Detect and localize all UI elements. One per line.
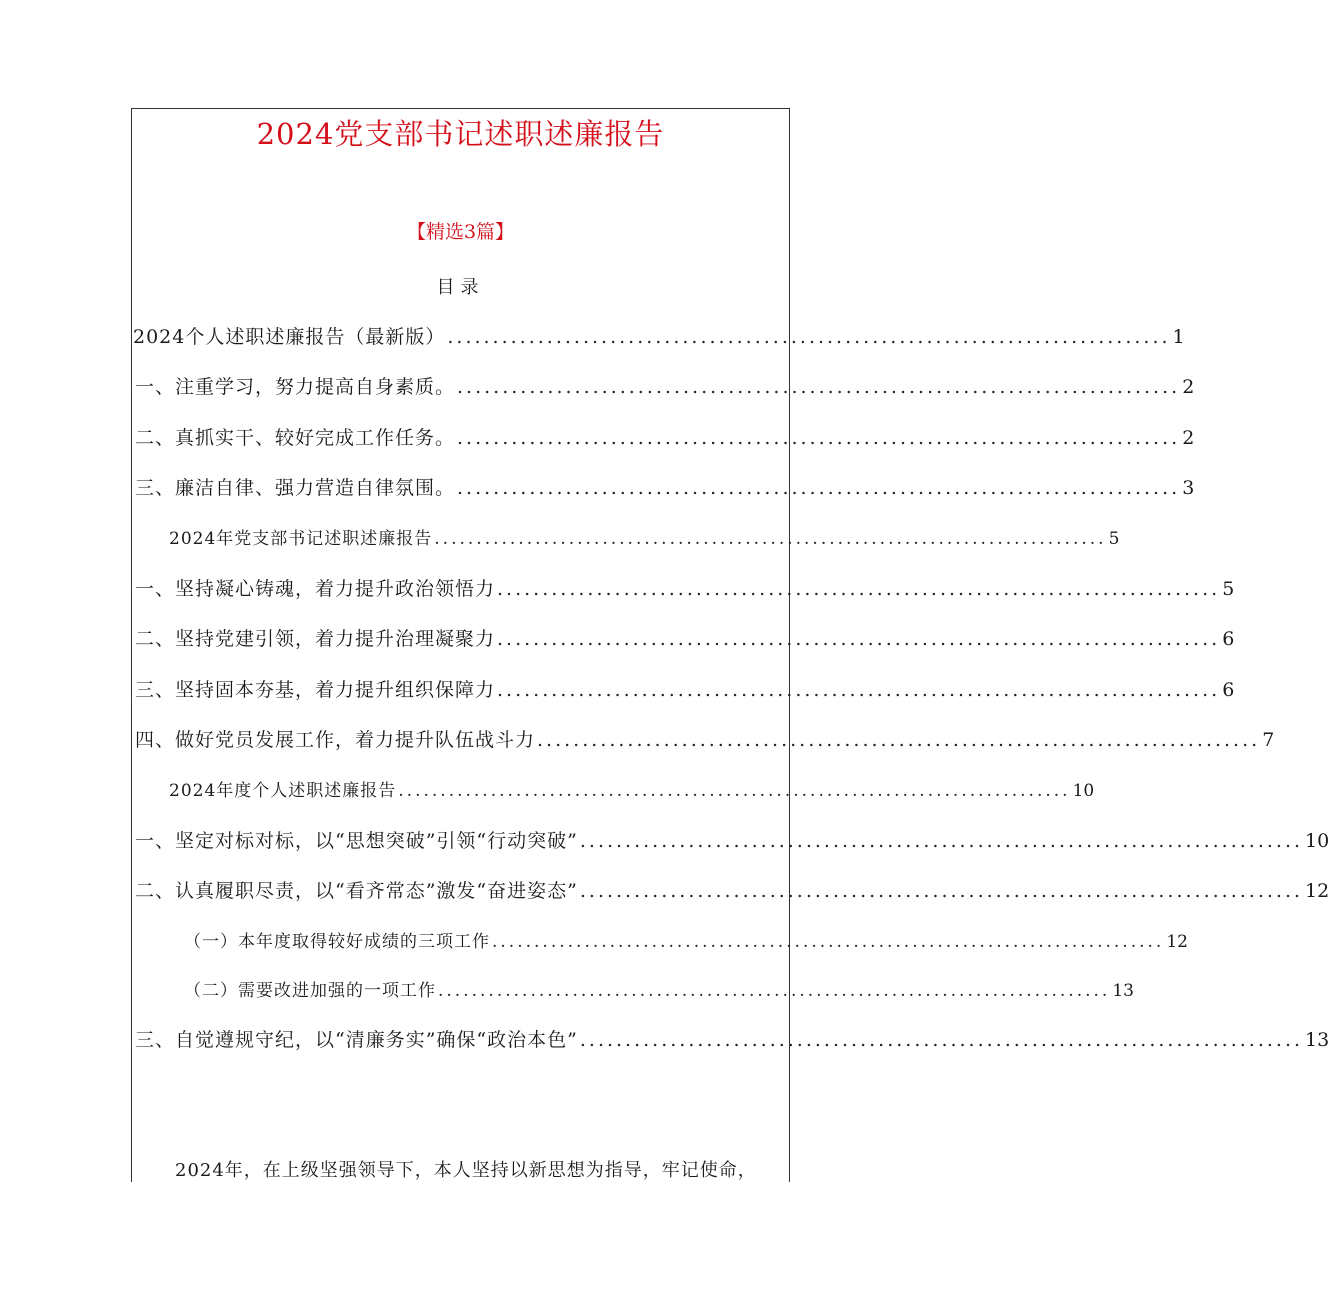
toc-entry[interactable]	[135, 473, 1195, 500]
toc-entry[interactable]	[169, 524, 1120, 549]
toc-entry-text: 2024个人述职述廉报告（最新版）	[133, 326, 446, 348]
toc-entry[interactable]	[135, 675, 1235, 702]
toc-entry-page: 13	[1305, 1029, 1329, 1051]
toc-entry-text: 三、廉洁自律、强力营造自律氛围。	[135, 477, 456, 499]
toc-entry-page: 7	[1262, 729, 1275, 751]
toc-entry-page: 13	[1112, 981, 1134, 1001]
toc-entry[interactable]	[169, 776, 1095, 801]
toc-entry-page: 2	[1182, 427, 1195, 449]
toc-entry-page: 2	[1182, 376, 1195, 398]
toc-entry-text: （二）需要改进加强的一项工作	[184, 981, 436, 1001]
toc-leader: ................................................................................	[434, 529, 1107, 549]
toc-entry[interactable]	[135, 1025, 1329, 1052]
toc-heading: 目录	[436, 277, 485, 298]
toc-leader: ................................................................................	[497, 679, 1221, 701]
toc-entry[interactable]	[135, 725, 1275, 752]
document-subtitle: 【精选3篇】	[406, 221, 515, 243]
toc-entry[interactable]	[135, 423, 1195, 450]
toc-entry-page: 10	[1072, 781, 1095, 801]
toc-entry-page: 10	[1305, 830, 1329, 852]
toc-leader: ................................................................................	[447, 326, 1171, 348]
toc-entry[interactable]	[133, 322, 1185, 349]
toc-entry[interactable]	[184, 927, 1188, 952]
toc-entry-page: 6	[1222, 679, 1235, 701]
body-paragraph: 2024年，在上级坚强领导下，本人坚持以新思想为指导，牢记使命，	[175, 1160, 757, 1181]
toc-entry-page: 6	[1222, 628, 1235, 650]
toc-entry-page: 1	[1172, 326, 1185, 348]
toc-entry-text: 二、认真履职尽责，以“看齐常态”激发“奋进姿态”	[135, 880, 578, 902]
toc-entry[interactable]	[135, 876, 1329, 903]
toc-entry[interactable]	[135, 826, 1329, 853]
document-title: 2024党支部书记述职述廉报告	[256, 117, 665, 151]
toc-entry[interactable]	[184, 976, 1134, 1001]
toc-leader: ................................................................................	[579, 880, 1304, 902]
toc-entry[interactable]	[135, 624, 1235, 651]
toc-entry-text: 四、做好党员发展工作，着力提升队伍战斗力	[135, 729, 536, 751]
toc-entry-page: 12	[1166, 932, 1188, 952]
toc-entry-text: 二、坚持党建引领，着力提升治理凝聚力	[135, 628, 496, 650]
toc-entry-text: 2024年党支部书记述职述廉报告	[169, 529, 433, 549]
toc-entry-page: 5	[1222, 578, 1235, 600]
toc-entry-page: 3	[1182, 477, 1195, 499]
toc-leader: ................................................................................	[492, 932, 1165, 952]
toc-entry-text: 一、注重学习，努力提高自身素质。	[135, 376, 456, 398]
toc-leader: ................................................................................	[497, 578, 1221, 600]
toc-leader: ................................................................................	[579, 1029, 1304, 1051]
toc-entry-text: 三、自觉遵规守纪，以“清廉务实”确保“政治本色”	[135, 1029, 578, 1051]
toc-entry-text: 一、坚持凝心铸魂，着力提升政治领悟力	[135, 578, 496, 600]
toc-entry-page: 5	[1108, 529, 1120, 549]
toc-leader: ................................................................................	[457, 477, 1181, 499]
toc-entry[interactable]	[135, 372, 1195, 399]
toc-leader: ................................................................................	[398, 781, 1071, 801]
toc-entry-text: 二、真抓实干、较好完成工作任务。	[135, 427, 456, 449]
toc-leader: ................................................................................	[438, 981, 1111, 1001]
toc-leader: ................................................................................	[579, 830, 1304, 852]
toc-entry-text: 三、坚持固本夯基，着力提升组织保障力	[135, 679, 496, 701]
toc-entry-text: 2024年度个人述职述廉报告	[169, 781, 397, 801]
toc-entry-text: 一、坚定对标对标，以“思想突破”引领“行动突破”	[135, 830, 578, 852]
toc-entry[interactable]	[135, 574, 1235, 601]
toc-leader: ................................................................................	[457, 427, 1181, 449]
toc-leader: ................................................................................	[537, 729, 1261, 751]
toc-leader: ................................................................................	[457, 376, 1181, 398]
toc-entry-page: 12	[1305, 880, 1329, 902]
toc-entry-text: （一）本年度取得较好成绩的三项工作	[184, 932, 490, 952]
toc-leader: ................................................................................	[497, 628, 1221, 650]
